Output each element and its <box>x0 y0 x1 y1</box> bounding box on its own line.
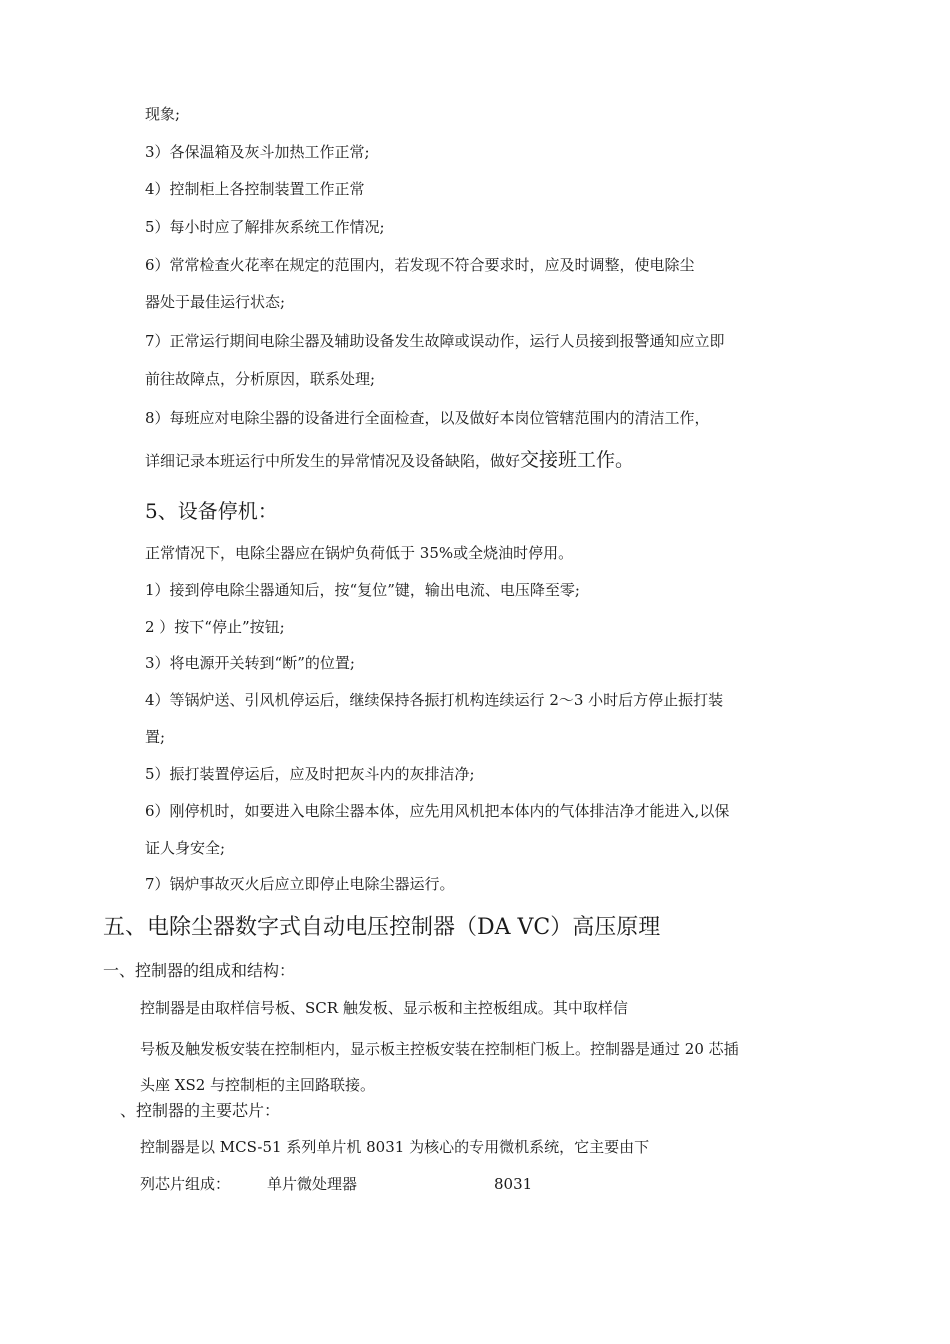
subsection-heading: 一、控制器的组成和结构： <box>103 961 296 980</box>
text-line: 5）每小时应了解排灰系统工作情况; <box>145 218 385 236</box>
chip-row-label: 列芯片组成： <box>140 1175 231 1193</box>
section-heading: 5、设备停机： <box>145 499 278 523</box>
text-line: 6）常常检查火花率在规定的范围内，若发现不符合要求时，应及时调整，使电除尘 <box>145 256 695 274</box>
subsection-heading: 、控制器的主要芯片： <box>120 1101 281 1120</box>
text-line: 6）刚停机时，如要进入电除尘器本体，应先用风机把本体内的气体排洁净才能进入,以保 <box>145 802 730 820</box>
text-line: 正常情况下，电除尘器应在锅炉负荷低于 35%或全烧油时停用。 <box>145 544 574 562</box>
text-line: 3）将电源开关转到“断”的位置; <box>145 654 355 672</box>
chip-row-value: 8031 <box>494 1175 533 1193</box>
text-line: 控制器是以 MCS-51 系列单片机 8031 为核心的专用微机系统，它主要由下 <box>140 1138 650 1156</box>
text-line: 置; <box>145 728 166 746</box>
text-line: 5）振打装置停运后，应及时把灰斗内的灰排洁净; <box>145 765 475 783</box>
text-line: 4）等锅炉送、引风机停运后，继续保持各振打机构连续运行 2～3 小时后方停止振打装 <box>145 691 724 709</box>
chapter-heading: 五、电除尘器数字式自动电压控制器（DA VC）高压原理 <box>103 915 661 940</box>
text-line: 前往故障点，分析原因，联系处理; <box>145 370 376 388</box>
text-fragment: 详细记录本班运行中所发生的异常情况及设备缺陷，做好 <box>145 452 521 470</box>
chip-row-name: 单片微处理器 <box>267 1175 358 1193</box>
text-line: 8）每班应对电除尘器的设备进行全面检查，以及做好本岗位管辖范围内的清洁工作， <box>145 409 710 427</box>
text-line: 控制器是由取样信号板、SCR 触发板、显示板和主控板组成。其中取样信 <box>140 999 628 1017</box>
text-line: 号板及触发板安装在控制柜内，显示板主控板安装在控制柜门板上。控制器是通过 20 芯插 <box>140 1040 739 1058</box>
text-line: 器处于最佳运行状态; <box>145 293 286 311</box>
text-line: 2 ）按下“停止”按钮; <box>145 618 285 636</box>
text-line: 7）正常运行期间电除尘器及辅助设备发生故障或误动作，运行人员接到报警通知应立即 <box>145 332 725 350</box>
text-line: 7）锅炉事故灭火后应立即停止电除尘器运行。 <box>145 875 455 893</box>
text-line: 1）接到停电除尘器通知后，按“复位”键，输出电流、电压降至零; <box>145 581 580 599</box>
text-line: 头座 XS2 与控制柜的主回路联接。 <box>140 1076 376 1094</box>
text-line: 3）各保温箱及灰斗加热工作正常; <box>145 143 370 161</box>
text-line <box>145 450 634 471</box>
text-line: 证人身安全; <box>145 839 226 857</box>
text-fragment-large: 交接班工作。 <box>520 449 635 471</box>
text-line: 现象; <box>145 105 181 123</box>
text-line: 4）控制柜上各控制装置工作正常 <box>145 180 365 198</box>
